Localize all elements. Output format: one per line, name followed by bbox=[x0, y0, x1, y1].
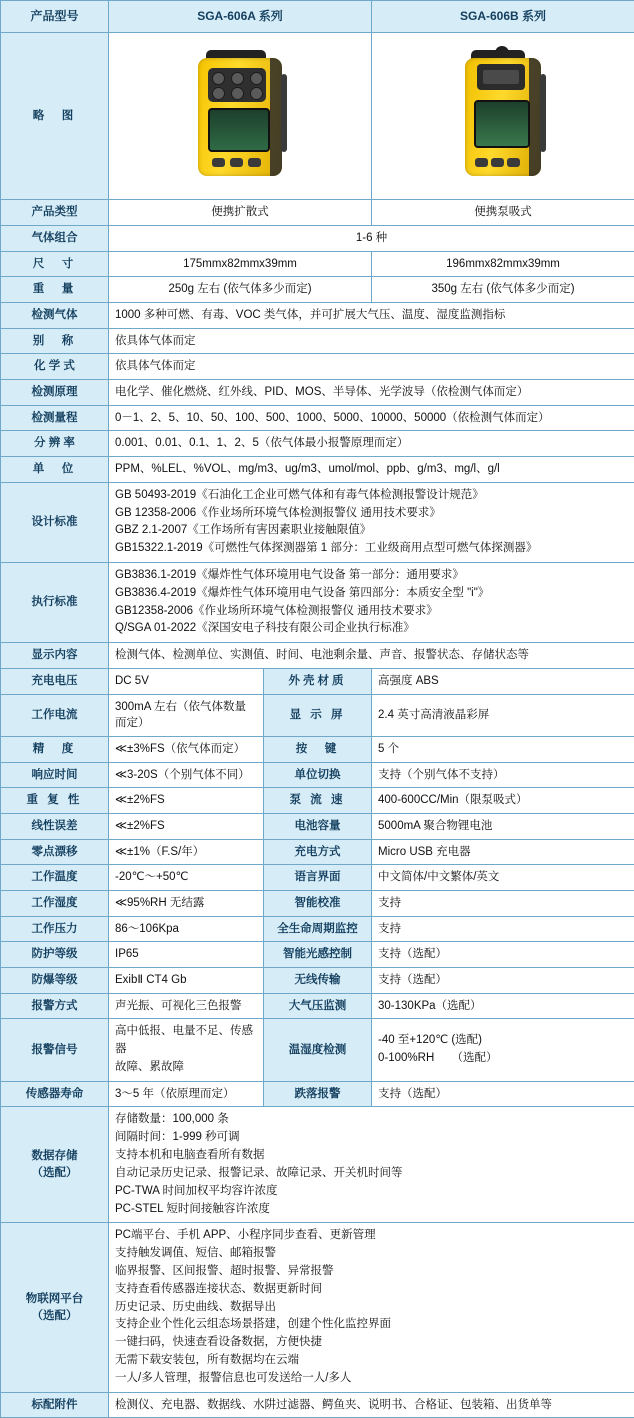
row-alias bbox=[1, 328, 634, 354]
row-work-humidity bbox=[1, 891, 634, 917]
work-humidity-value: ≪95%RH 无结露 bbox=[109, 891, 264, 917]
row-formula bbox=[1, 354, 634, 380]
weight-label: 重 量 bbox=[1, 277, 109, 303]
repeatability-label: 重 复 性 bbox=[1, 788, 109, 814]
pump-speed-label: 泵 流 速 bbox=[264, 788, 372, 814]
row-work-pressure bbox=[1, 916, 634, 942]
data-storage-line: PC-TWA 时间加权平均容许浓度 bbox=[115, 1183, 628, 1201]
lifecycle-value: 支持 bbox=[372, 916, 634, 942]
principle-label: 检测原理 bbox=[1, 380, 109, 406]
temp-humidity-line: -40 至+120℃ (选配) bbox=[378, 1032, 628, 1050]
device-image-b bbox=[372, 33, 634, 200]
row-accuracy bbox=[1, 736, 634, 762]
iot-platform-line: 支持触发调值、短信、邮箱报警 bbox=[115, 1245, 628, 1263]
data-storage-line: 间隔时间：1-999 秒可调 bbox=[115, 1129, 628, 1147]
row-size bbox=[1, 251, 634, 277]
pressure-monitor-value: 30-130KPa（选配） bbox=[372, 993, 634, 1019]
unit-value: PPM、%LEL、%VOL、mg/m3、ug/m3、umol/mol、ppb、g/m3、mg/l、g/l bbox=[109, 457, 634, 483]
ip-rating-value: IP65 bbox=[109, 942, 264, 968]
header-model: 产品型号 bbox=[1, 1, 109, 33]
size-label: 尺 寸 bbox=[1, 251, 109, 277]
language-label: 语言界面 bbox=[264, 865, 372, 891]
iot-platform-line: 无需下载安装包，所有数据均在云端 bbox=[115, 1352, 628, 1370]
iot-platform-line: 历史记录、历史曲线、数据导出 bbox=[115, 1299, 628, 1317]
row-alarm-signal bbox=[1, 1019, 634, 1081]
iot-platform-line: 临界报警、区间报警、超时报警、异常报警 bbox=[115, 1263, 628, 1281]
design-standard-line: GB15322.1-2019《可燃性气体探测器第 1 部分：工业级商用点型可燃气体探测器》 bbox=[115, 540, 628, 558]
data-storage-line: 支持本机和电脑查看所有数据 bbox=[115, 1147, 628, 1165]
row-charge-voltage bbox=[1, 668, 634, 694]
row-linearity bbox=[1, 813, 634, 839]
data-storage-value bbox=[109, 1107, 634, 1223]
smart-calibration-value: 支持 bbox=[372, 891, 634, 917]
wireless-value: 支持（选配） bbox=[372, 968, 634, 994]
work-current-label: 工作电流 bbox=[1, 694, 109, 736]
design-standard-label: 设计标准 bbox=[1, 482, 109, 562]
iot-platform-line: 支持企业个性化云组态场景搭建，创建个性化监控界面 bbox=[115, 1316, 628, 1334]
row-iot-platform bbox=[1, 1223, 634, 1392]
language-value: 中文简体/中文繁体/英文 bbox=[372, 865, 634, 891]
row-range bbox=[1, 405, 634, 431]
wireless-label: 无线传输 bbox=[264, 968, 372, 994]
unit-switch-label: 单位切换 bbox=[264, 762, 372, 788]
charge-mode-value: Micro USB 充电器 bbox=[372, 839, 634, 865]
temp-humidity-value bbox=[372, 1019, 634, 1081]
work-temp-value: -20℃～+50℃ bbox=[109, 865, 264, 891]
unit-switch-value: 支持（个别气体不支持） bbox=[372, 762, 634, 788]
light-sense-label: 智能光感控制 bbox=[264, 942, 372, 968]
device-drawing-a bbox=[198, 48, 282, 180]
alias-value: 依具体气体而定 bbox=[109, 328, 634, 354]
device-image-a bbox=[109, 33, 372, 200]
product-type-a: 便携扩散式 bbox=[109, 200, 372, 226]
alarm-signal-line: 高中低报、电量不足、传感器 bbox=[115, 1023, 257, 1059]
ex-rating-value: ExibⅡ CT4 Gb bbox=[109, 968, 264, 994]
exec-standard-line: Q/SGA 01-2022《深国安电子科技有限公司企业执行标准》 bbox=[115, 620, 628, 638]
data-storage-label-line2: （选配） bbox=[7, 1165, 102, 1182]
data-storage-line: PC-STEL 短时间接触容许浓度 bbox=[115, 1201, 628, 1219]
resolution-value: 0.001、0.01、0.1、1、2、5（依气体最小报警原理而定） bbox=[109, 431, 634, 457]
row-repeatability bbox=[1, 788, 634, 814]
drop-alarm-value: 支持（选配） bbox=[372, 1081, 634, 1107]
row-gas-combo bbox=[1, 226, 634, 252]
iot-platform-label bbox=[1, 1223, 109, 1392]
zero-drift-value: ≪±1%（F.S/年） bbox=[109, 839, 264, 865]
row-product-type bbox=[1, 200, 634, 226]
row-principle bbox=[1, 380, 634, 406]
iot-platform-label-line2: （选配） bbox=[7, 1308, 102, 1325]
row-display-content bbox=[1, 643, 634, 669]
charge-voltage-label: 充电电压 bbox=[1, 668, 109, 694]
weight-a: 250g 左右 (依气体多少而定) bbox=[109, 277, 372, 303]
iot-platform-line: 一人/多人管理，报警信息也可发送给一人/多人 bbox=[115, 1370, 628, 1388]
data-storage-label-line1: 数据存储 bbox=[7, 1148, 102, 1165]
diagram-label: 略 图 bbox=[1, 33, 109, 200]
data-storage-line: 自动记录历史记录、报警记录、故障记录、开关机时间等 bbox=[115, 1165, 628, 1183]
data-storage-line: 存储数量：100,000 条 bbox=[115, 1111, 628, 1129]
range-value: 0－1、2、5、10、50、100、500、1000、5000、10000、50000（依检测气体而定） bbox=[109, 405, 634, 431]
iot-platform-value bbox=[109, 1223, 634, 1392]
size-a: 175mmx82mmx39mm bbox=[109, 251, 372, 277]
repeatability-value: ≪±2%FS bbox=[109, 788, 264, 814]
unit-label: 单 位 bbox=[1, 457, 109, 483]
row-accessories bbox=[1, 1392, 634, 1418]
row-resolution bbox=[1, 431, 634, 457]
ex-rating-label: 防爆等级 bbox=[1, 968, 109, 994]
temp-humidity-label: 温湿度检测 bbox=[264, 1019, 372, 1081]
exec-standard-label: 执行标准 bbox=[1, 563, 109, 643]
resolution-label: 分 辨 率 bbox=[1, 431, 109, 457]
row-ip-rating bbox=[1, 942, 634, 968]
work-temp-label: 工作温度 bbox=[1, 865, 109, 891]
gas-combo-value: 1-6 种 bbox=[109, 226, 634, 252]
shell-material-label: 外壳材质 bbox=[264, 668, 372, 694]
row-response-time bbox=[1, 762, 634, 788]
iot-platform-label-line1: 物联网平台 bbox=[7, 1291, 102, 1308]
linearity-label: 线性误差 bbox=[1, 813, 109, 839]
response-time-label: 响应时间 bbox=[1, 762, 109, 788]
row-zero-drift bbox=[1, 839, 634, 865]
product-type-b: 便携泵吸式 bbox=[372, 200, 634, 226]
alarm-signal-line: 故障、累故障 bbox=[115, 1059, 257, 1077]
exec-standard-line: GB3836.1-2019《爆炸性气体环境用电气设备 第一部分：通用要求》 bbox=[115, 567, 628, 585]
row-design-standard bbox=[1, 482, 634, 562]
iot-platform-line: 支持查看传感器连接状态、数据更新时间 bbox=[115, 1281, 628, 1299]
row-weight bbox=[1, 277, 634, 303]
row-data-storage bbox=[1, 1107, 634, 1223]
size-b: 196mmx82mmx39mm bbox=[372, 251, 634, 277]
accuracy-label: 精 度 bbox=[1, 736, 109, 762]
design-standard-value bbox=[109, 482, 634, 562]
device-drawing-b bbox=[465, 48, 541, 180]
accessories-value: 检测仪、充电器、数据线、水阱过滤器、鳄鱼夹、说明书、合格证、包装箱、出货单等 bbox=[109, 1392, 634, 1418]
exec-standard-line: GB12358-2006《作业场所环境气体检测报警仪 通用技术要求》 bbox=[115, 603, 628, 621]
shell-material-value: 高强度 ABS bbox=[372, 668, 634, 694]
battery-label: 电池容量 bbox=[264, 813, 372, 839]
response-time-value: ≪3-20S（个别气体不同） bbox=[109, 762, 264, 788]
design-standard-line: GB 12358-2006《作业场所环境气体检测报警仪 通用技术要求》 bbox=[115, 505, 628, 523]
work-pressure-value: 86～106Kpa bbox=[109, 916, 264, 942]
battery-value: 5000mA 聚合物锂电池 bbox=[372, 813, 634, 839]
header-series-b: SGA-606B 系列 bbox=[372, 1, 634, 33]
row-work-temp bbox=[1, 865, 634, 891]
formula-value: 依具体气体而定 bbox=[109, 354, 634, 380]
ip-rating-label: 防护等级 bbox=[1, 942, 109, 968]
product-type-label: 产品类型 bbox=[1, 200, 109, 226]
detect-gas-label: 检测气体 bbox=[1, 303, 109, 329]
table-header-row bbox=[1, 1, 634, 33]
row-sensor-life bbox=[1, 1081, 634, 1107]
iot-platform-line: PC端平台、手机 APP、小程序同步查看、更新管理 bbox=[115, 1227, 628, 1245]
charge-mode-label: 充电方式 bbox=[264, 839, 372, 865]
range-label: 检测量程 bbox=[1, 405, 109, 431]
iot-platform-line: 一键扫码，快速查看设备数据，方便快捷 bbox=[115, 1334, 628, 1352]
light-sense-value: 支持（选配） bbox=[372, 942, 634, 968]
formula-label: 化 学 式 bbox=[1, 354, 109, 380]
screen-value: 2.4 英寸高清液晶彩屏 bbox=[372, 694, 634, 736]
design-standard-line: GBZ 2.1-2007《工作场所有害因素职业接触限值》 bbox=[115, 522, 628, 540]
work-current-value: 300mA 左右（依气体数量而定） bbox=[109, 694, 264, 736]
sensor-life-label: 传感器寿命 bbox=[1, 1081, 109, 1107]
accessories-label: 标配附件 bbox=[1, 1392, 109, 1418]
row-exec-standard bbox=[1, 563, 634, 643]
zero-drift-label: 零点漂移 bbox=[1, 839, 109, 865]
data-storage-label bbox=[1, 1107, 109, 1223]
work-pressure-label: 工作压力 bbox=[1, 916, 109, 942]
temp-humidity-line: 0-100%RH （选配） bbox=[378, 1050, 628, 1068]
linearity-value: ≪±2%FS bbox=[109, 813, 264, 839]
alias-label: 别 称 bbox=[1, 328, 109, 354]
alarm-mode-label: 报警方式 bbox=[1, 993, 109, 1019]
keys-label: 按 键 bbox=[264, 736, 372, 762]
design-standard-line: GB 50493-2019《石油化工企业可燃气体和有毒气体检测报警设计规范》 bbox=[115, 487, 628, 505]
pressure-monitor-label: 大气压监测 bbox=[264, 993, 372, 1019]
row-unit bbox=[1, 457, 634, 483]
screen-label: 显 示 屏 bbox=[264, 694, 372, 736]
smart-calibration-label: 智能校准 bbox=[264, 891, 372, 917]
gas-combo-label: 气体组合 bbox=[1, 226, 109, 252]
display-content-label: 显示内容 bbox=[1, 643, 109, 669]
charge-voltage-value: DC 5V bbox=[109, 668, 264, 694]
exec-standard-value bbox=[109, 563, 634, 643]
row-ex-rating bbox=[1, 968, 634, 994]
row-alarm-mode bbox=[1, 993, 634, 1019]
work-humidity-label: 工作湿度 bbox=[1, 891, 109, 917]
header-series-a: SGA-606A 系列 bbox=[109, 1, 372, 33]
accuracy-value: ≪±3%FS（依气体而定） bbox=[109, 736, 264, 762]
weight-b: 350g 左右 (依气体多少而定) bbox=[372, 277, 634, 303]
row-diagram bbox=[1, 33, 634, 200]
detect-gas-value: 1000 多种可燃、有毒、VOC 类气体，并可扩展大气压、温度、湿度监测指标 bbox=[109, 303, 634, 329]
alarm-mode-value: 声光振、可视化三色报警 bbox=[109, 993, 264, 1019]
lifecycle-label: 全生命周期监控 bbox=[264, 916, 372, 942]
exec-standard-line: GB3836.4-2019《爆炸性气体环境用电气设备 第四部分：本质安全型 "i"》 bbox=[115, 585, 628, 603]
alarm-signal-label: 报警信号 bbox=[1, 1019, 109, 1081]
row-work-current bbox=[1, 694, 634, 736]
pump-speed-value: 400-600CC/Min（限泵吸式） bbox=[372, 788, 634, 814]
display-content-value: 检测气体、检测单位、实测值、时间、电池剩余量、声音、报警状态、存储状态等 bbox=[109, 643, 634, 669]
sensor-life-value: 3～5 年（依原理而定） bbox=[109, 1081, 264, 1107]
keys-value: 5 个 bbox=[372, 736, 634, 762]
alarm-signal-value bbox=[109, 1019, 264, 1081]
principle-value: 电化学、催化燃烧、红外线、PID、MOS、半导体、光学波导（依检测气体而定） bbox=[109, 380, 634, 406]
row-detect-gas bbox=[1, 303, 634, 329]
drop-alarm-label: 跌落报警 bbox=[264, 1081, 372, 1107]
